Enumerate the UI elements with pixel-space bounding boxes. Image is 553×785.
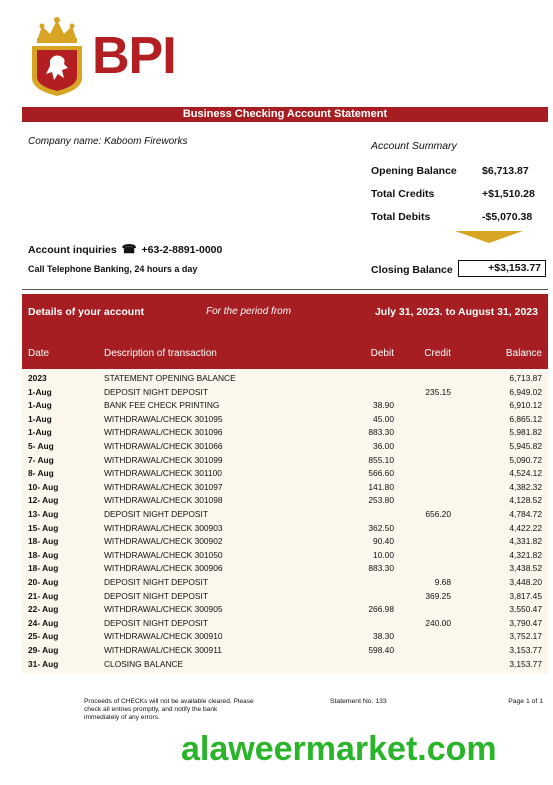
- table-row: [22, 603, 548, 617]
- cell-credit: 369.25: [425, 590, 451, 601]
- cell-balance: 6,713.87: [509, 373, 542, 383]
- cell-balance: 4,524.12: [509, 468, 542, 479]
- cell-balance: 4,422.22: [509, 522, 542, 533]
- cell-balance: 3,153.77: [509, 645, 542, 655]
- cell-desc: WITHDRAWAL/CHECK 300905: [104, 604, 223, 615]
- cell-credit: 656.20: [425, 509, 451, 519]
- cell-balance: 3,817.45: [509, 590, 542, 601]
- cell-debit: 266.98: [368, 604, 394, 615]
- watermark-text: alaweermarket.com: [181, 730, 497, 768]
- cell-date: 2023: [28, 373, 47, 383]
- cell-desc: WITHDRAWAL/CHECK 301050: [104, 549, 223, 560]
- table-row: [22, 630, 548, 644]
- cell-date: 8- Aug: [28, 468, 54, 479]
- cell-desc: CLOSING BALANCE: [104, 658, 184, 669]
- cell-date: 18- Aug: [28, 563, 59, 574]
- closing-balance-label: Closing Balance: [371, 264, 453, 276]
- cell-desc: DEPOSIT NIGHT DEPOSIT: [104, 617, 208, 628]
- cell-balance: 3,438.52: [509, 563, 542, 574]
- column-header-balance: Balance: [505, 348, 542, 359]
- cell-date: 15- Aug: [28, 522, 59, 533]
- table-row: [22, 590, 548, 604]
- cell-desc: WITHDRAWAL/CHECK 300903: [104, 522, 223, 533]
- cell-date: 22- Aug: [28, 604, 59, 615]
- total-credits-value: +$1,510.28: [482, 188, 535, 200]
- total-debits-value: -$5,070.38: [482, 211, 533, 223]
- account-details-header: [22, 294, 548, 369]
- cell-debit: 566.60: [368, 468, 394, 479]
- statement-number: Statement No. 133: [330, 698, 387, 705]
- table-row: [22, 386, 548, 400]
- cell-balance: 6,949.02: [509, 386, 542, 397]
- cell-desc: WITHDRAWAL/CHECK 301098: [104, 495, 223, 506]
- period-range: July 31, 2023. to August 31, 2023: [374, 306, 538, 318]
- cell-desc: WITHDRAWAL/CHECK 300906: [104, 563, 223, 574]
- cell-debit: 253.80: [368, 495, 394, 506]
- opening-balance-value: $6,713.87: [482, 165, 529, 177]
- opening-balance-label: Opening Balance: [371, 165, 457, 177]
- cell-date: 1-Aug: [28, 400, 52, 411]
- table-row: [22, 576, 548, 590]
- statement-title: Business Checking Account Statement: [22, 107, 548, 122]
- page-number: Page 1 of 1: [508, 698, 543, 705]
- cell-date: 20- Aug: [28, 577, 59, 587]
- table-row: [22, 522, 548, 536]
- cell-balance: 4,128.52: [509, 495, 542, 506]
- footer-note: Proceeds of CHECKs will not be available cleared. Please check all entries promptly, and notify the bank immediately of any errors.: [84, 698, 254, 721]
- telephone-banking-note: Call Telephone Banking, 24 hours a day: [28, 264, 198, 274]
- column-header-description: Description of transaction: [104, 348, 217, 359]
- cell-balance: 3,153.77: [509, 658, 542, 669]
- cell-balance: 5,981.82: [509, 427, 542, 438]
- cell-balance: 3,550.47: [509, 604, 542, 615]
- cell-balance: 4,331.82: [509, 536, 542, 547]
- table-row: [22, 399, 548, 413]
- cell-date: 5- Aug: [28, 441, 54, 451]
- table-row: [22, 617, 548, 631]
- cell-date: 18- Aug: [28, 536, 59, 547]
- cell-desc: WITHDRAWAL/CHECK 301100: [104, 468, 222, 479]
- cell-date: 24- Aug: [28, 617, 59, 628]
- table-row: [22, 454, 548, 468]
- cell-debit: 883.30: [368, 427, 394, 438]
- table-row: [22, 535, 548, 549]
- cell-desc: STATEMENT OPENING BALANCE: [104, 373, 236, 383]
- cell-desc: WITHDRAWAL/CHECK 301099: [104, 454, 223, 465]
- table-row: [22, 549, 548, 563]
- cell-balance: 5,945.82: [509, 441, 542, 451]
- company-name: Company name: Kaboom Fireworks: [28, 136, 188, 147]
- cell-date: 13- Aug: [28, 509, 59, 519]
- table-row: [22, 413, 548, 427]
- cell-desc: DEPOSIT NIGHT DEPOSIT: [104, 386, 208, 397]
- cell-debit: 362.50: [368, 522, 394, 533]
- cell-debit: 855.10: [368, 454, 394, 465]
- cell-balance: 3,752.17: [509, 631, 542, 642]
- account-inquiries: [28, 242, 222, 256]
- table-row: [22, 426, 548, 440]
- table-row: [22, 644, 548, 658]
- column-header-credit: Credit: [424, 348, 451, 359]
- table-row: [22, 481, 548, 495]
- cell-debit: 883.30: [368, 563, 394, 574]
- cell-balance: 3,448.20: [509, 577, 542, 587]
- column-header-debit: Debit: [370, 348, 394, 359]
- cell-desc: DEPOSIT NIGHT DEPOSIT: [104, 509, 208, 519]
- cell-debit: 598.40: [368, 645, 394, 655]
- cell-date: 7- Aug: [28, 454, 54, 465]
- table-row: [22, 658, 548, 672]
- cell-date: 12- Aug: [28, 495, 59, 506]
- cell-date: 1-Aug: [28, 413, 52, 424]
- cell-debit: 38.90: [373, 400, 394, 411]
- cell-desc: WITHDRAWAL/CHECK 300902: [104, 536, 223, 547]
- inquiries-label: Account inquiries: [28, 244, 117, 256]
- account-summary-title: Account Summary: [371, 140, 457, 152]
- bpi-wordmark: BPI: [92, 27, 176, 85]
- cell-debit: 36.00: [373, 441, 394, 451]
- details-title: Details of your account: [28, 306, 145, 318]
- cell-balance: 5,090.72: [509, 454, 542, 465]
- closing-balance-value: +$3,153.77: [458, 260, 546, 277]
- cell-balance: 4,784.72: [509, 509, 542, 519]
- cell-date: 29- Aug: [28, 645, 59, 655]
- cell-balance: 3,790.47: [509, 617, 542, 628]
- cell-debit: 38.30: [373, 631, 394, 642]
- cell-credit: 9.68: [434, 577, 451, 587]
- crown-lion-crest-icon: [28, 16, 86, 96]
- cell-debit: 141.80: [368, 481, 394, 492]
- cell-debit: 45.00: [373, 413, 394, 424]
- cell-desc: WITHDRAWAL/CHECK 301066: [104, 441, 223, 451]
- table-row: [22, 508, 548, 522]
- transactions-table: [22, 369, 548, 674]
- cell-debit: 90.40: [373, 536, 394, 547]
- cell-desc: DEPOSIT NIGHT DEPOSIT: [104, 590, 208, 601]
- total-debits-label: Total Debits: [371, 211, 431, 223]
- cell-date: 18- Aug: [28, 549, 59, 560]
- column-header-date: Date: [28, 348, 50, 359]
- cell-date: 31- Aug: [28, 658, 59, 669]
- total-credits-label: Total Credits: [371, 188, 435, 200]
- cell-desc: BANK FEE CHECK PRINTING: [104, 400, 220, 411]
- cell-desc: WITHDRAWAL/CHECK 300910: [104, 631, 223, 642]
- cell-credit: 235.15: [425, 386, 451, 397]
- cell-desc: DEPOSIT NIGHT DEPOSIT: [104, 577, 208, 587]
- telephone-icon: ☎: [121, 242, 137, 256]
- cell-balance: 4,321.82: [509, 549, 542, 560]
- cell-date: 10- Aug: [28, 481, 59, 492]
- cell-balance: 4,382.32: [509, 481, 542, 492]
- cell-desc: WITHDRAWAL/CHECK 300911: [104, 645, 222, 655]
- divider: [22, 289, 548, 290]
- bpi-logo: [28, 16, 188, 96]
- table-row: [22, 440, 548, 454]
- table-row: [22, 562, 548, 576]
- cell-date: 1-Aug: [28, 386, 52, 397]
- cell-debit: 10.00: [373, 549, 394, 560]
- cell-balance: 6,910.12: [509, 400, 542, 411]
- cell-credit: 240.00: [425, 617, 451, 628]
- table-row: [22, 372, 548, 386]
- cell-date: 1-Aug: [28, 427, 52, 438]
- table-row: [22, 494, 548, 508]
- cell-desc: WITHDRAWAL/CHECK 301096: [104, 427, 223, 438]
- down-arrow-icon: [455, 231, 523, 243]
- cell-desc: WITHDRAWAL/CHECK 301097: [104, 481, 223, 492]
- cell-desc: WITHDRAWAL/CHECK 301095: [104, 413, 223, 424]
- cell-balance: 6,865.12: [509, 413, 542, 424]
- period-label: For the period from: [206, 306, 292, 317]
- cell-date: 21- Aug: [28, 590, 59, 601]
- cell-date: 25- Aug: [28, 631, 59, 642]
- table-row: [22, 467, 548, 481]
- inquiries-phone: +63-2-8891-0000: [141, 244, 223, 256]
